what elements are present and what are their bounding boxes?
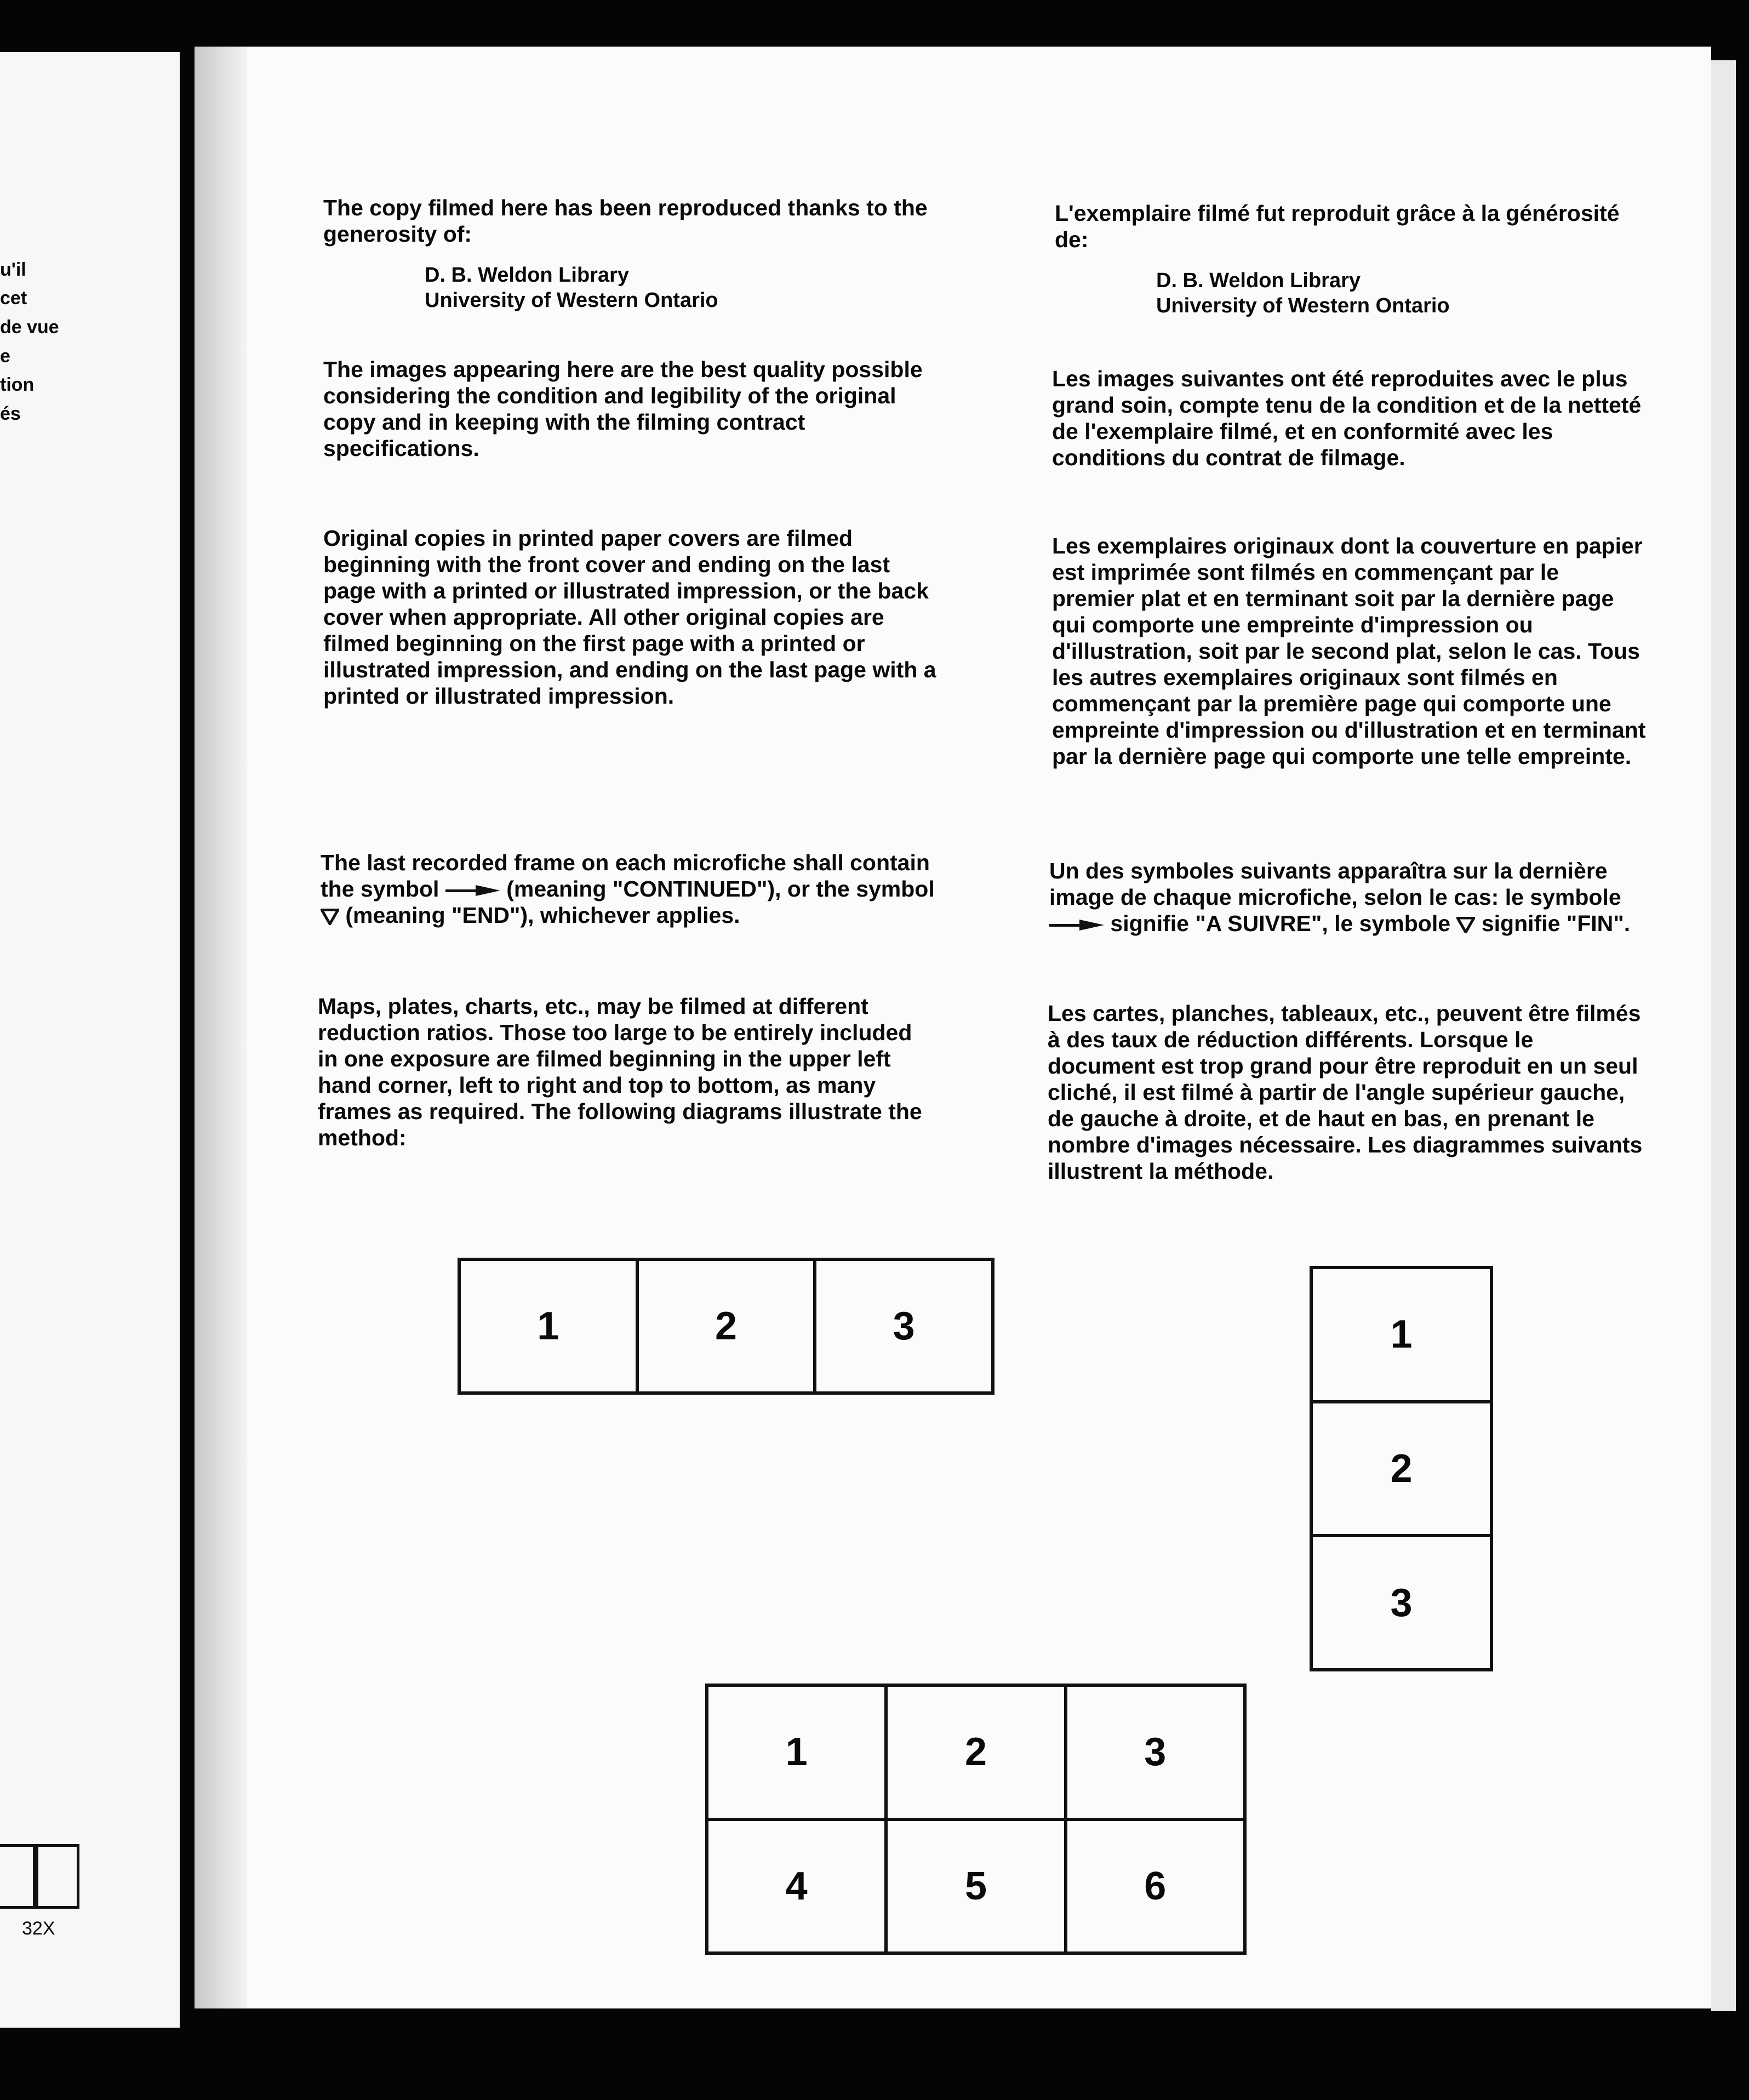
frame-cell: 3 — [815, 1259, 993, 1393]
english-thanks: The copy filmed here has been reproduced thanks to the generosity of: — [323, 195, 928, 247]
french-symbols-paragraph — [1049, 858, 1647, 937]
page-binding-shadow — [195, 47, 247, 2008]
french-maps-paragraph — [1048, 1000, 1647, 1184]
english-original-copies-paragraph — [323, 525, 937, 709]
english-symbols-text-1: The last recorded frame on each microfiche shall contain the symbol — [321, 850, 930, 901]
english-original-copies-text: Original copies in printed paper covers are filmed beginning with the front cover and ending on the last page with a printed or illustrated impression, or the back cover when appropriate. All other original copies are filmed beginning on the first page with a printed or illustrated impression, and ending on the last page with a printed or illustrated impression. — [323, 526, 936, 709]
left-page-diagram-cell — [0, 1844, 36, 1909]
frame-cell: 2 — [637, 1259, 815, 1393]
frame-cell: 1 — [459, 1259, 637, 1393]
french-column — [1055, 200, 1647, 318]
page-right-edge — [1711, 60, 1736, 2011]
frame-cell: 3 — [1066, 1685, 1245, 1819]
frame-cell: 1 — [1311, 1268, 1491, 1402]
french-symbols-text-3: signifie "FIN". — [1481, 911, 1631, 936]
english-quality-paragraph — [323, 356, 937, 461]
left-page-fragment: és — [0, 403, 21, 424]
frame-cell: 2 — [886, 1685, 1065, 1819]
grid-frame-diagram — [705, 1684, 1247, 1955]
horizontal-frame-diagram — [458, 1258, 994, 1395]
french-library-name: D. B. Weldon Library — [1156, 269, 1361, 292]
left-page-diagram-cell — [36, 1844, 79, 1909]
frame-cell: 3 — [1311, 1536, 1491, 1670]
french-symbols-text-1: Un des symboles suivants apparaîtra sur la dernière image de chaque microfiche, selon le cas: le symbole — [1049, 858, 1621, 910]
french-maps-text: Les cartes, planches, tableaux, etc., peuvent être filmés à des taux de réduction différents. Lorsque le document est trop grand pour être reproduit en un seul cliché, il est filmé à partir de l'angle supérieur gauche, de gauche à droite, et de haut en bas, en prenant le nombre d'images nécessaire. Les diagrammes suivants illustrent la méthode. — [1048, 1001, 1643, 1184]
end-triangle-icon — [321, 909, 339, 925]
left-page-footer-mark: 32X — [22, 1918, 55, 1939]
frame-cell: 1 — [707, 1685, 886, 1819]
french-quality-paragraph — [1052, 366, 1647, 471]
left-page-fragment: u'il — [0, 259, 26, 280]
left-page-fragment: tion — [0, 374, 35, 395]
english-symbols-text-3: (meaning "END"), whichever applies. — [345, 903, 740, 928]
frame-cell: 2 — [1311, 1402, 1491, 1536]
french-library-university: University of Western Ontario — [1156, 294, 1450, 317]
english-symbols-paragraph — [321, 849, 937, 928]
left-page-fragment: de vue — [0, 317, 59, 338]
english-library-name: D. B. Weldon Library — [425, 264, 630, 287]
continued-arrow-icon — [445, 885, 500, 896]
english-maps-paragraph — [318, 993, 937, 1151]
frame-cell: 4 — [707, 1819, 886, 1954]
vertical-frame-diagram — [1310, 1266, 1493, 1671]
continued-arrow-icon — [1049, 920, 1104, 931]
french-symbols-text-2: signifie "A SUIVRE", le symbole — [1110, 911, 1451, 936]
left-page-fragment: e — [0, 346, 10, 367]
end-triangle-icon — [1456, 917, 1475, 933]
english-quality-text: The images appearing here are the best quality possible considering the condition and legibility of the original copy and in keeping with the filming contract specifications. — [323, 357, 923, 461]
french-original-copies-paragraph — [1052, 533, 1647, 769]
english-column — [323, 195, 937, 313]
french-original-copies-text: Les exemplaires originaux dont la couverture en papier est imprimée sont filmés en commençant par le premier plat et en terminant soit par la dernière page qui comporte une empreinte d'impression ou d'illustration, soit par le second plat, selon le cas. Tous les autres exemplaires originaux sont filmés en commençant par la première page qui comporte une empreinte d'impression ou d'illustration et en terminant par la dernière page qui comporte une telle empreinte. — [1052, 533, 1646, 769]
english-library-university: University of Western Ontario — [425, 289, 718, 312]
frame-cell: 6 — [1066, 1819, 1245, 1954]
french-thanks: L'exemplaire filmé fut reproduit grâce à la générosité de: — [1055, 201, 1620, 252]
frame-cell: 5 — [886, 1819, 1065, 1954]
left-page-fragment: cet — [0, 288, 27, 309]
previous-page-edge — [0, 52, 180, 2028]
english-symbols-text-2: (meaning "CONTINUED"), or the symbol — [506, 876, 935, 901]
french-quality-text: Les images suivantes ont été reproduites avec le plus grand soin, compte tenu de la condition et de la netteté de l'exemplaire filmé, et en conformité avec les conditions du contrat de filmage. — [1052, 366, 1642, 470]
english-maps-text: Maps, plates, charts, etc., may be filmed at different reduction ratios. Those too large to be entirely included in one exposure are filmed beginning in the upper left hand corner, left to right and top to bottom, as many frames as required. The following diagrams illustrate the method: — [318, 994, 922, 1150]
